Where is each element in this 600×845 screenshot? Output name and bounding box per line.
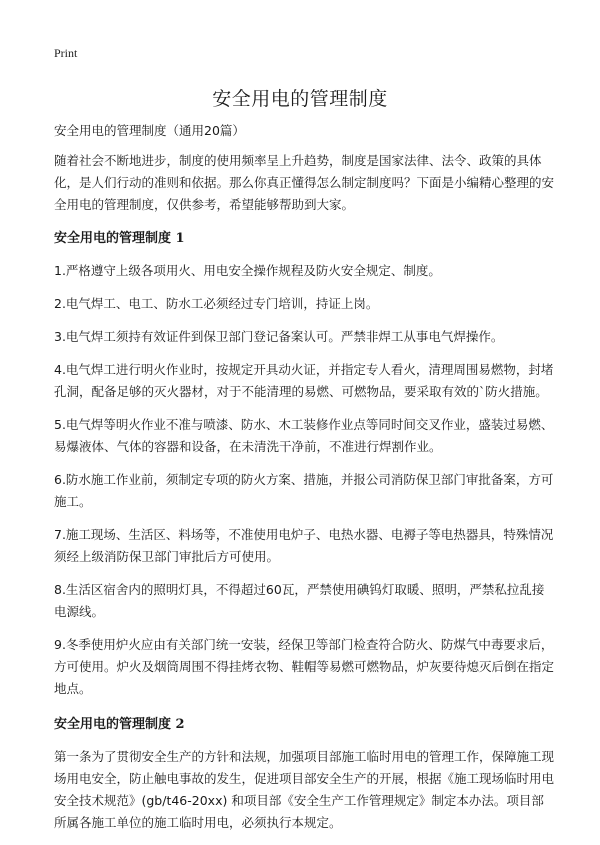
section-heading: 安全用电的管理制度 1 xyxy=(54,231,185,246)
list-item: 9.冬季使用炉火应由有关部门统一安装，经保卫等部门检查符合防火、防煤气中毒要求后，方可使用。炉火及烟筒周围不得挂烤衣物、鞋帽等易燃可燃物品，炉灰要待熄灭后倒在指定地点。 xyxy=(54,637,555,696)
section-heading: 安全用电的管理制度 2 xyxy=(54,717,185,732)
list-item: 7.施工现场、生活区、料场等，不准使用电炉子、电热水器、电褥子等电热器具，特殊情况须经上级消防保卫部门审批后方可使用。 xyxy=(54,527,554,564)
list-item: 1.严格遵守上级各项用火、用电安全操作规程及防火安全规定、制度。 xyxy=(54,263,441,278)
page-title: 安全用电的管理制度 xyxy=(212,88,388,110)
document-subtitle: 安全用电的管理制度（通用20篇） xyxy=(54,123,245,138)
list-item: 3.电气焊工须持有效证件到保卫部门登记备案认可。严禁非焊工从事电气焊操作。 xyxy=(54,329,504,344)
print-label: Print xyxy=(54,46,78,60)
list-item: 4.电气焊工进行明火作业时，按规定开具动火证，并指定专人看火，清理周围易燃物，封堵孔洞，配备足够的灭火器材，对于不能清理的易燃、可燃物品，要采取有效的`防火措施。 xyxy=(54,362,554,399)
list-item: 第一条为了贯彻安全生产的方针和法规，加强项目部施工临时用电的管理工作，保障施工现场用电安全，防止触电事故的发生，促进项目部安全生产的开展，根据《施工现场临时用电安全技术规范》(gb/t46-20xx) 和项目部《安全生产工作管理规定》制定本办法。项目部所属各施工单位的施工临时用电，必须执行本规定。 xyxy=(54,749,555,830)
list-item: 8.生活区宿舍内的照明灯具，不得超过60瓦，严禁使用碘钨灯取暖、照明，严禁私拉乱接电源线。 xyxy=(54,582,545,619)
list-item: 5.电气焊等明火作业不准与喷漆、防水、木工装修作业点等同时间交叉作业，盛装过易燃、易爆液体、气体的容器和设备，在未清洗干净前，不准进行焊割作业。 xyxy=(54,417,554,454)
intro-paragraph: 随着社会不断地进步，制度的使用频率呈上升趋势，制度是国家法律、法令、政策的具体化，是人们行动的准则和依据。那么你真正懂得怎么制定制度吗？下面是小编精心整理的安全用电的管理制度，仅供参考，希望能够帮助到大家。 xyxy=(54,153,555,212)
list-item: 2.电气焊工、电工、防水工必须经过专门培训，持证上岗。 xyxy=(54,296,379,311)
list-item: 6.防水施工作业前，须制定专项的防火方案、措施，并报公司消防保卫部门审批备案，方可施工。 xyxy=(54,472,554,509)
document-body xyxy=(54,120,556,845)
